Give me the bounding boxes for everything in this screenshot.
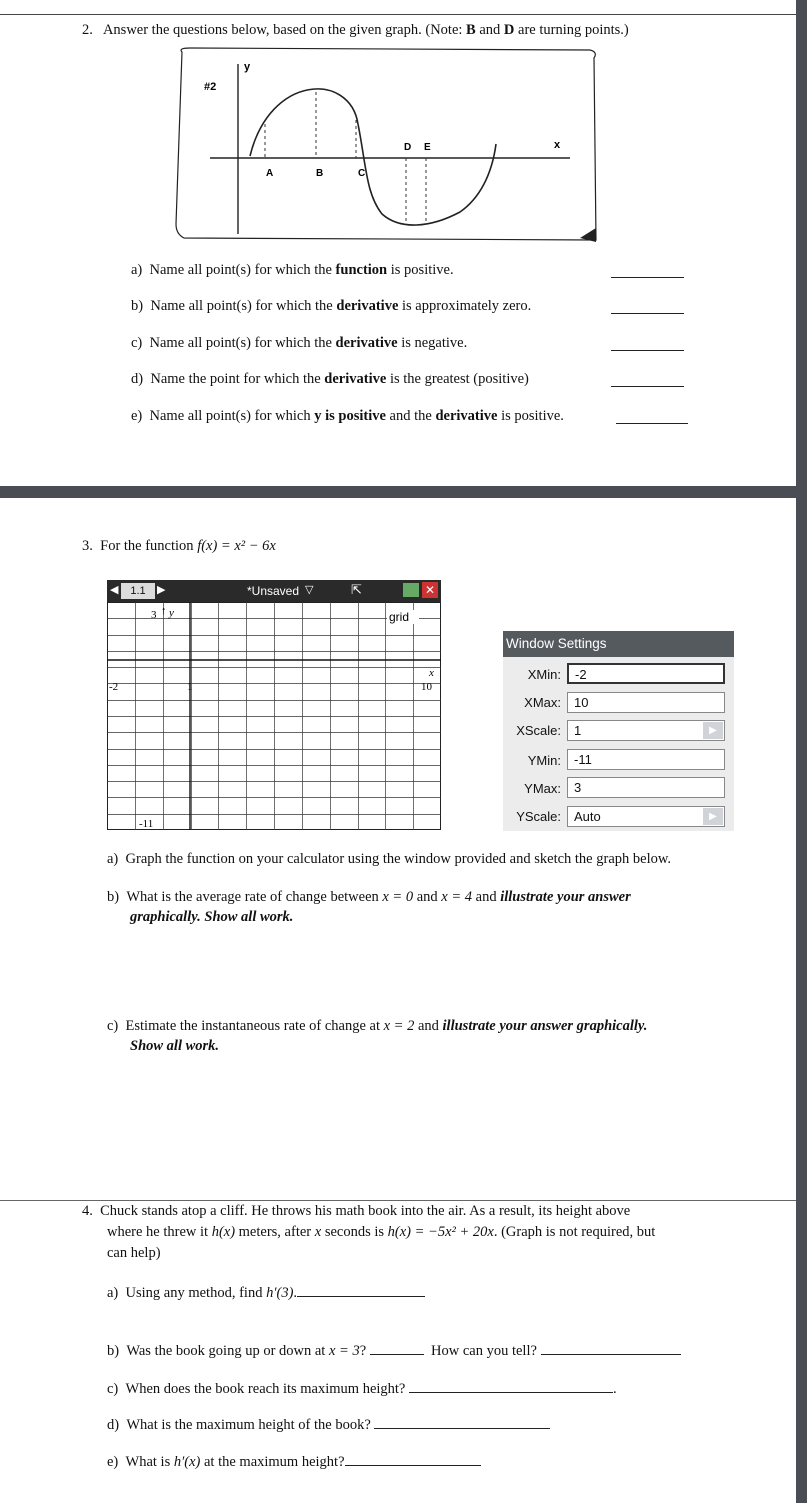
q2c-letter: c)	[131, 335, 143, 351]
xmin-label: XMin:	[527, 667, 561, 682]
q2b-pre: Name all point(s) for which the	[150, 298, 337, 314]
q4-l2-x: x	[314, 1224, 322, 1240]
calc-left-arrow-icon[interactable]: ◀	[110, 584, 119, 596]
q2d-pre: Name the point for which the	[150, 371, 325, 387]
q4-item-d	[107, 1415, 550, 1434]
page-break-band	[0, 486, 807, 498]
point-e-label: E	[424, 142, 431, 153]
q4-separator	[0, 1200, 796, 1201]
q4-l2-mid2: seconds is	[321, 1224, 388, 1240]
q4c-text: When does the book reach its maximum height?	[125, 1381, 406, 1397]
q2e-answer-blank[interactable]	[616, 410, 688, 424]
window-settings-dialog	[503, 631, 734, 831]
q2b-answer-blank[interactable]	[611, 300, 684, 314]
q4e-post: at the maximum height?	[200, 1454, 345, 1470]
ymin-input[interactable]: -11	[567, 749, 725, 770]
q3c-letter: c)	[107, 1018, 119, 1034]
q3b-mid: and	[472, 889, 501, 905]
yscale-dropdown-icon[interactable]: ▶	[703, 808, 723, 825]
q2-item-b	[131, 298, 531, 315]
q3b-pre: What is the average rate of change between	[126, 889, 383, 905]
q4-number: 4.	[82, 1203, 93, 1219]
q3b-x1: x = 0	[382, 889, 414, 905]
q2-text: Answer the questions below, based on the given graph. (Note:	[102, 22, 467, 38]
q3-item-c	[107, 1018, 647, 1035]
q3-item-c-line2	[130, 1038, 219, 1055]
q3b-and: and	[413, 889, 442, 905]
q2b-bold: derivative	[336, 298, 399, 314]
q3-item-b-line2	[130, 909, 293, 926]
q3b-bold: illustrate your answer	[500, 889, 631, 905]
q4-item-a	[107, 1283, 425, 1302]
q4-l2-pre: where he threw it	[107, 1224, 212, 1240]
q3b-line2: graphically. Show all work.	[130, 909, 294, 925]
ymax-label: YMax:	[524, 781, 561, 796]
q2a-post: is positive.	[387, 262, 454, 278]
calc-plot-frame	[108, 603, 441, 830]
xscale-select[interactable]	[567, 720, 725, 741]
graph-frame	[176, 48, 596, 240]
q3-heading	[82, 538, 276, 555]
yscale-value: Auto	[574, 809, 601, 824]
q4-item-b	[107, 1341, 681, 1360]
q3-item-a	[107, 851, 671, 868]
q2c-post: is negative.	[397, 335, 468, 351]
q2a-pre: Name all point(s) for which the	[149, 262, 336, 278]
q4e-answer-blank[interactable]	[345, 1452, 481, 1466]
q4b-post: How can you tell?	[431, 1343, 537, 1359]
q2e-post: is positive.	[497, 408, 564, 424]
q2a-answer-blank[interactable]	[611, 264, 684, 278]
q2-end: are turning points.)	[514, 22, 629, 38]
calc-battery-icon	[403, 583, 419, 597]
q2-graph	[170, 44, 600, 246]
q4d-answer-blank[interactable]	[374, 1415, 550, 1429]
calc-right-arrow-icon[interactable]: ▶	[157, 584, 166, 596]
point-d-label: D	[404, 142, 412, 153]
top-rule	[0, 14, 807, 15]
graph-x-label: x	[554, 139, 561, 151]
q4b-explain-blank[interactable]	[541, 1341, 681, 1355]
q4-item-e	[107, 1452, 481, 1471]
calc-xright-label: 10	[421, 681, 432, 693]
q4-line2	[107, 1224, 655, 1241]
q4e-pre: What is	[125, 1454, 174, 1470]
q4-item-c	[107, 1379, 617, 1398]
q3a-text: Graph the function on your calculator using the window provided and sketch the graph below.	[125, 851, 672, 867]
graph-y-label: y	[244, 61, 251, 73]
point-b-label: B	[316, 168, 324, 179]
calculator-screen	[107, 580, 441, 830]
calc-y-arrow-icon: ↑	[161, 605, 167, 617]
q2a-letter: a)	[131, 262, 143, 278]
q4-l2-mid: meters, after	[235, 1224, 315, 1240]
q2-number: 2.	[82, 22, 93, 38]
q2d-answer-blank[interactable]	[611, 373, 684, 387]
xscale-label: XScale:	[516, 723, 561, 738]
q4a-letter: a)	[107, 1285, 119, 1301]
calc-grid-label: grid	[389, 610, 410, 624]
xmin-input[interactable]: -2	[567, 663, 725, 684]
calc-ytop-label: 3	[151, 609, 157, 621]
q4a-answer-blank[interactable]	[297, 1283, 425, 1297]
q4-line1	[82, 1203, 630, 1220]
q4d-text: What is the maximum height of the book?	[126, 1417, 371, 1433]
q3-item-b	[107, 889, 631, 906]
q2e-bold: y is positive	[314, 408, 386, 424]
calc-ybottom-label: -11	[139, 818, 154, 830]
q2e-letter: e)	[131, 408, 143, 424]
q3c-mid: and	[414, 1018, 443, 1034]
calc-xmark-label: 1	[187, 681, 193, 693]
calc-doc-title: *Unsaved	[247, 584, 300, 598]
q2-item-c	[131, 335, 467, 352]
q2e-mid: and the	[385, 408, 436, 424]
q2-item-e	[131, 408, 564, 425]
calc-title-dropdown-icon[interactable]: ▽	[305, 584, 314, 596]
q2-heading	[82, 22, 629, 39]
q3c-line2: Show all work.	[130, 1038, 220, 1054]
point-c-label: C	[358, 168, 366, 179]
q2c-bold: derivative	[335, 335, 398, 351]
q4c-letter: c)	[107, 1381, 119, 1397]
q4b-q: ?	[359, 1343, 367, 1359]
calc-pointer-icon: ⇱	[351, 582, 362, 597]
calc-close-icon[interactable]: ✕	[422, 582, 438, 598]
q4-l2-h: h(x)	[211, 1224, 236, 1240]
q4d-letter: d)	[107, 1417, 120, 1433]
q2a-bold: function	[335, 262, 388, 278]
q3-text: For the function	[100, 538, 198, 554]
calc-toolbar	[107, 580, 441, 602]
q4-line3	[107, 1245, 161, 1262]
q3c-bold: illustrate your answer graphically.	[442, 1018, 648, 1034]
graph-curve	[250, 89, 496, 225]
q3-number: 3.	[82, 538, 93, 554]
q4b-letter: b)	[107, 1343, 120, 1359]
q2d-post: is the greatest (positive)	[386, 371, 529, 387]
yscale-select[interactable]	[567, 806, 725, 827]
q4-text1: Chuck stands atop a cliff. He throws his math book into the air. As a result, its height above	[100, 1203, 631, 1219]
q2d-letter: d)	[131, 371, 144, 387]
q2b-post: is approximately zero.	[398, 298, 532, 314]
q3b-x2: x = 4	[441, 889, 473, 905]
ymin-label: YMin:	[527, 753, 561, 768]
q4-text3: can help)	[107, 1245, 161, 1261]
q4a-expr: h′(3)	[266, 1285, 294, 1301]
q2c-answer-blank[interactable]	[611, 337, 684, 351]
q3b-letter: b)	[107, 889, 120, 905]
page-edge	[796, 0, 807, 1503]
q4a-pre: Using any method, find	[125, 1285, 267, 1301]
q2e-pre: Name all point(s) for which	[149, 408, 315, 424]
calc-y-label: y	[169, 607, 174, 619]
q4-l2-eq: h(x) = −5x² + 20x	[387, 1224, 494, 1240]
calc-xleft-label: -2	[109, 681, 119, 693]
xscale-dropdown-icon[interactable]: ▶	[703, 722, 723, 739]
q2d-bold: derivative	[324, 371, 387, 387]
xmax-label: XMax:	[524, 695, 561, 710]
q2-b: B	[466, 22, 476, 38]
q4b-expr: x = 3	[328, 1343, 360, 1359]
q4a-post: .	[293, 1285, 298, 1301]
q3c-pre: Estimate the instantaneous rate of change at	[125, 1018, 384, 1034]
q4c-end: .	[613, 1381, 617, 1397]
q4c-answer-blank[interactable]	[409, 1379, 613, 1393]
calc-grid	[107, 602, 441, 830]
window-settings-title: Window Settings	[503, 631, 734, 657]
q4b-answer-blank[interactable]	[370, 1341, 424, 1355]
q2e-bold2: derivative	[435, 408, 498, 424]
ymax-input[interactable]: 3	[567, 777, 725, 798]
q4b-pre: Was the book going up or down at	[126, 1343, 329, 1359]
q2b-letter: b)	[131, 298, 144, 314]
calc-tab[interactable]: 1.1	[121, 583, 155, 599]
q4e-letter: e)	[107, 1454, 119, 1470]
q2-item-d	[131, 371, 529, 388]
q2-d: D	[503, 22, 515, 38]
graph-label: #2	[204, 81, 217, 93]
q2-and: and	[475, 22, 504, 38]
q2-item-a	[131, 262, 454, 279]
calc-x-label: x	[429, 667, 434, 679]
q2c-pre: Name all point(s) for which the	[149, 335, 336, 351]
q3a-letter: a)	[107, 851, 119, 867]
xmax-input[interactable]: 10	[567, 692, 725, 713]
xscale-value: 1	[574, 723, 582, 738]
yscale-label: YScale:	[516, 809, 561, 824]
point-a-label: A	[266, 168, 274, 179]
q4-l2-post: . (Graph is not required, but	[493, 1224, 656, 1240]
q4e-expr: h′(x)	[173, 1454, 201, 1470]
q3c-x: x = 2	[383, 1018, 415, 1034]
q3-function: f(x) = x² − 6x	[197, 538, 276, 554]
